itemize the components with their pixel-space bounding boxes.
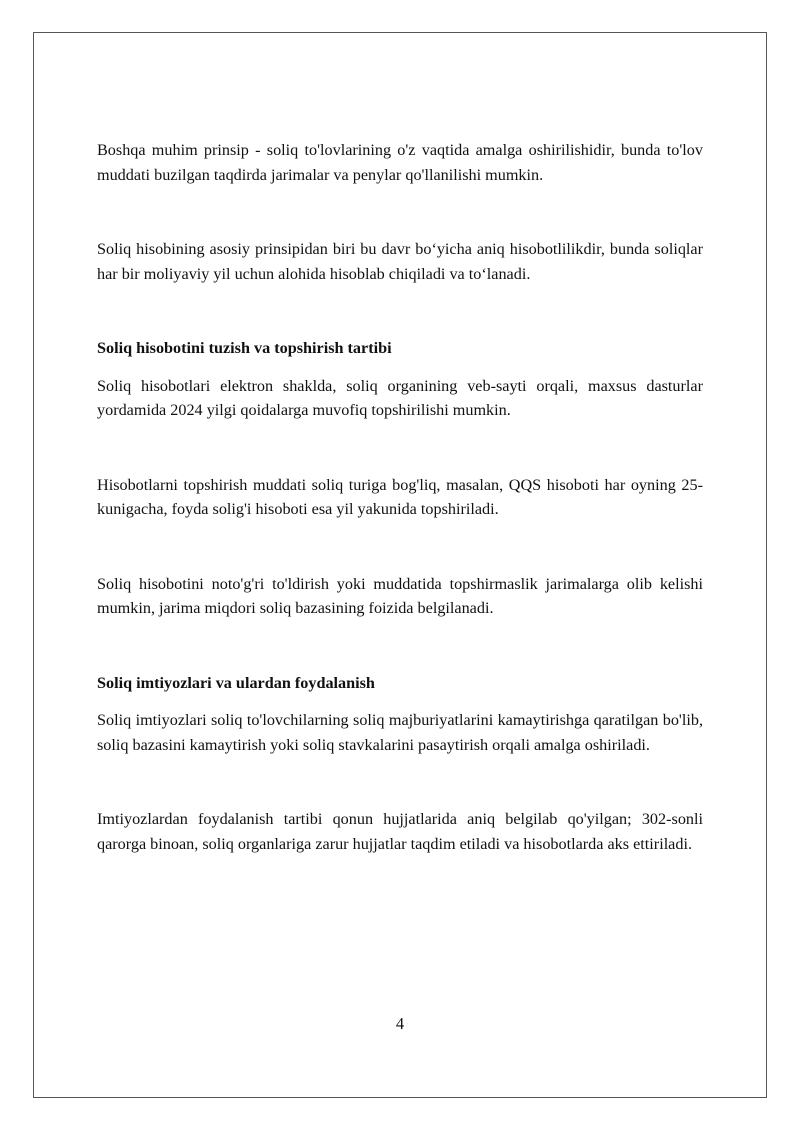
paragraph-electronic-submission: Soliq hisobotlari elektron shaklda, soliq organining veb-sayti orqali, maxsus dasturlar yordamida 2024 yilgi qoidalarga muvofiq topshirilishi mumkin. bbox=[97, 376, 703, 419]
section-heading-reporting: Soliq hisobotini tuzish va topshirish tartibi bbox=[97, 339, 392, 357]
paragraph-benefit-procedure: Imtiyozlardan foydalanish tartibi qonun hujjatlarida aniq belgilab qo'yilgan; 302-sonli qarorga binoan, soliq organlariga zarur hujjatlar taqdim etiladi va hisobotlarda aks ettiriladi. bbox=[97, 810, 703, 853]
paragraph-timely-payment: Boshqa muhim prinsip - soliq to'lovlarining o'z vaqtida amalga oshirilishidir, bunda to'lov muddati buzilgan taqdirda jarimalar va penylar qo'llanilishi mumkin. bbox=[97, 141, 703, 184]
document-body bbox=[97, 138, 703, 856]
paragraph-penalties: Soliq hisobotini noto'g'ri to'ldirish yoki muddatida topshirmaslik jarimalarga olib kelishi mumkin, jarima miqdori soliq bazasining foizida belgilanadi. bbox=[97, 574, 703, 617]
paragraph-deadlines: Hisobotlarni topshirish muddati soliq turiga bog'liq, masalan, QQS hisoboti har oyning 25-kunigacha, foyda solig'i hisoboti esa yil yakunida topshiriladi. bbox=[97, 475, 703, 518]
page-number: 4 bbox=[395, 1014, 405, 1033]
paragraph-tax-benefits: Soliq imtiyozlari soliq to'lovchilarning soliq majburiyatlarini kamaytirishga qaratilgan bo'lib, soliq bazasini kamaytirish yoki soliq stavkalarini pasaytirish orqali amalga oshiriladi. bbox=[97, 711, 703, 754]
paragraph-period-reporting: Soliq hisobining asosiy prinsipidan biri bu davr bo‘yicha aniq hisobotlilikdir, bunda soliqlar har bir moliyaviy yil uchun alohida hisoblab chiqiladi va to‘lanadi. bbox=[97, 240, 703, 283]
section-heading-benefits: Soliq imtiyozlari va ulardan foydalanish bbox=[97, 673, 375, 692]
